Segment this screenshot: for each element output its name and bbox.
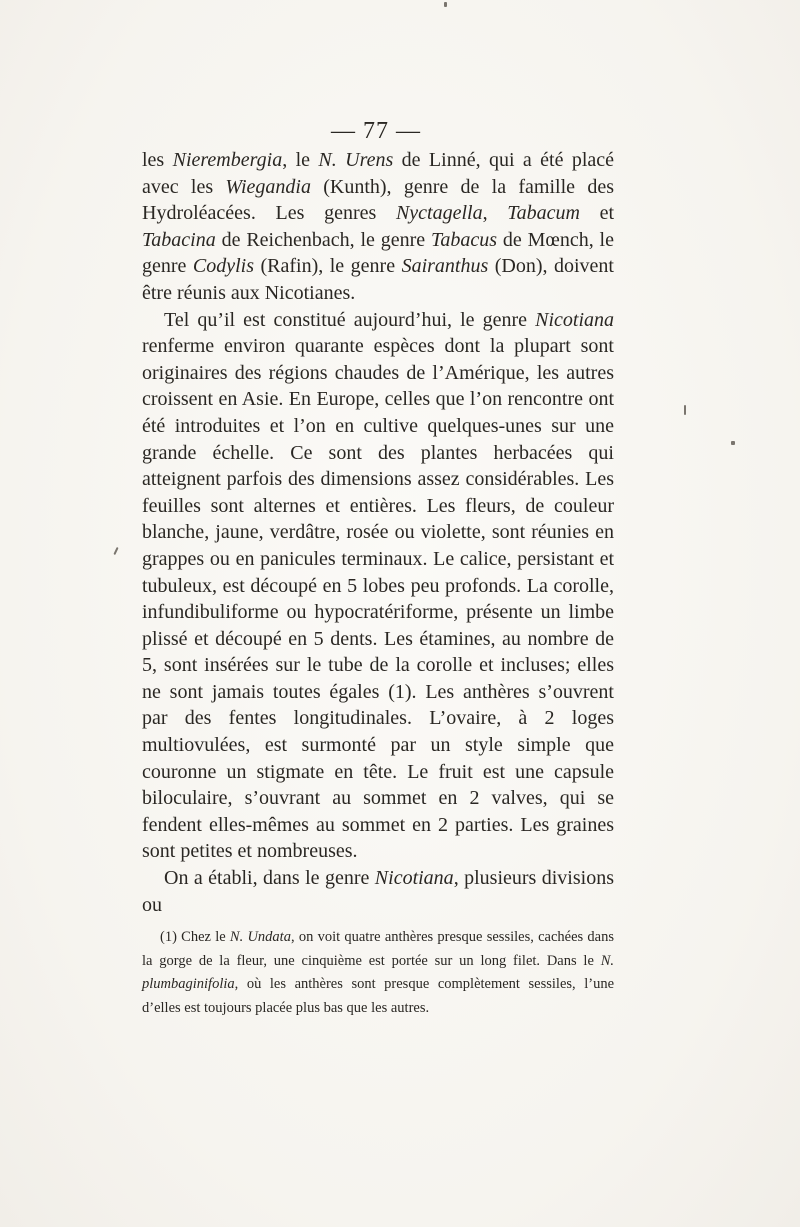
italic-text-run: Sairanthus [401,255,489,278]
italic-text-run: N. plumbaginifolia [142,952,614,992]
text-run: de Linné, qui a été placé avec les [142,149,615,198]
italic-text-run: Tabacum [507,202,580,225]
margin-speck [113,547,118,555]
text-run: , plusieurs divisions ou [142,867,614,916]
text-run: (Rafin), le genre [254,255,402,278]
text-run: , où les anthères sont presque complètement sessiles, l’une d’elles est toujours placée plus bas que les autres. [142,976,614,1016]
text-run: , [482,202,508,225]
text-run: , on voit quatre anthères presque sessiles, cachées dans la gorge de la fleur, une cinquième est portée sur un long filet. Dans le [142,929,614,969]
text-run: de Mœnch, le genre [142,228,614,278]
footnote [142,926,614,1020]
text-run: , le [282,149,319,171]
italic-text-run: Tabacus [431,228,497,251]
paragraph [142,865,614,918]
italic-text-run: Codylis [192,255,255,278]
text-run: les [142,149,173,171]
margin-speck [444,2,447,7]
text-run: de Reichenbach, le genre [215,228,432,251]
italic-text-run: Nicotiana [535,308,614,331]
text-run: Tel qu’il est constitué aujourd’hui, le genre [164,308,536,331]
body-text [142,147,614,918]
italic-text-run: Tabacina [142,228,216,251]
italic-text-run: Wiegandia [225,175,311,198]
text-run: (Kunth), genre de la famille des Hydroléacées. Les genres [142,175,614,225]
text-run: (Don), doivent être réunis aux Nicotianes. [142,255,614,304]
text-run: (1) Chez le [160,929,230,945]
paragraph [142,147,614,307]
italic-text-run: N. Undata [229,929,291,945]
italic-text-run: N. Urens [318,149,394,171]
text-run: renferme environ quarante espèces dont la plupart sont originaires des régions chaudes de l’Amérique, les autres croissent en Asie. En Europe, celles que l’on rencontre ont été introduites et l’on en cultive quelques-unes sur une grande échelle. Ce sont des plantes herbacées qui atteignent parfois des dimensions assez considérables. Les feuilles sont alternes et entières. Les fleurs, de couleur blanche, jaune, verdâtre, rosée ou violette, sont réunies en grappes ou en panicules terminaux. Le calice, persistant et tubuleux, est découpé en 5 lobes peu profonds. La corolle, infundibuliforme ou hypocratériforme, présente un limbe plissé et découpé en 5 dents. Les étamines, au nombre de 5, sont insérées sur le tube de la corolle et incluses; elles ne sont jamais toutes égales (1). Les anthères s’ouvrent par des fentes longitudinales. L’ovaire, à 2 loges multiovulées, est surmonté par un style simple que couronne un stigmate en tête. Le fruit est une capsule biloculaire, s’ouvrant au sommet en 2 valves, qui se fendent elles-mêmes au sommet en 2 parties. Les graines sont petites et nombreuses. [142,335,614,863]
italic-text-run: Nicotiana [374,867,454,890]
text-run: On a établi, dans le genre [164,867,375,890]
italic-text-run: Nierembergia [172,149,283,171]
text-run: et [579,202,615,225]
paragraph [142,307,614,865]
margin-speck [684,405,686,415]
page-number: — 77 — [331,118,421,144]
margin-speck [731,441,735,445]
footnote-text [142,926,614,1020]
italic-text-run: Nyctagella [395,202,483,225]
